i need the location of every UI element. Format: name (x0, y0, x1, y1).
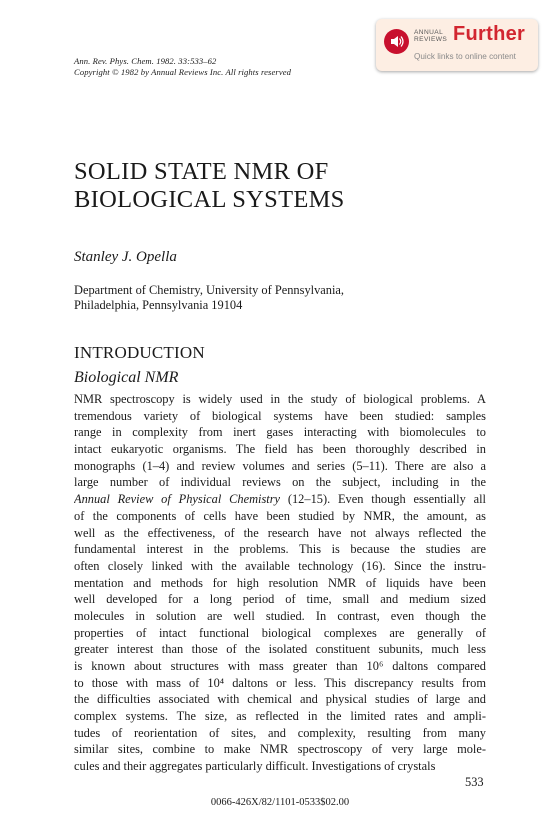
affiliation-line-2: Philadelphia, Pennsylvania 19104 (74, 298, 243, 312)
body-line: NMR spectroscopy is widely used in the study of biological problems. A (74, 392, 486, 406)
body-line: mentation and methods for high resolution NMR of liquids have been (74, 575, 486, 590)
body-line: molecules in solution are well studied. In contrast, even though the (74, 608, 486, 623)
body-line: the difficulties associated with chemical and physical studies of large and (74, 692, 486, 707)
body-line: of the components of cells have been studied by NMR, the amount, as (74, 508, 486, 523)
body-line: to those with mass of 10⁴ daltons or less. This discrepancy results from (74, 675, 486, 690)
body-line: cules and their aggregates particularly difficult. Investigations of crystals (74, 759, 436, 774)
reviews-label: REVIEWS (414, 36, 448, 44)
annual-reviews-wordmark (414, 29, 447, 43)
page-number: 533 (465, 775, 484, 789)
speaker-icon (384, 29, 409, 54)
citation-line-2: Copyright © 1982 by Annual Reviews Inc. All rights reserved (74, 66, 292, 77)
affiliation-line-1: Department of Chemistry, University of Pennsylvania, (74, 283, 345, 297)
body-line: tudes of reorientation of sites, and complexity, resulting from many (74, 725, 486, 740)
body-line: fundamental interest in the problems. This is because the studies are (74, 542, 486, 557)
journal-citation (74, 56, 291, 77)
body-line: similar sites, combine to make NMR spectroscopy of very large mole- (74, 742, 486, 757)
subsection-heading: Biological NMR (74, 369, 179, 386)
body-text (74, 391, 486, 775)
section-heading: INTRODUCTION (74, 343, 205, 362)
citation-line-1: Ann. Rev. Phys. Chem. 1982. 33:533–62 (74, 56, 217, 66)
body-line: greater interest than those of the isolated constituent subunits, much less (74, 642, 486, 657)
body-line: often closely linked with the available technology (16). Since the instru- (74, 558, 486, 573)
author-affiliation (74, 283, 344, 313)
body-line: monographs (1–4) and review volumes and series (5–11). There are also a (74, 458, 486, 473)
title-line-2: BIOLOGICAL SYSTEMS (74, 186, 345, 213)
body-line: well developed for a long period of time, small and medium sized (74, 592, 486, 607)
body-line: is known about structures with mass greater than 10⁶ daltons compared (74, 659, 486, 673)
footer-code: 0066-426X/82/1101-0533$02.00 (210, 797, 350, 808)
body-line: large number of individual reviews on the subject, including in the (74, 475, 486, 490)
article-title (74, 158, 345, 214)
body-line: tremendous variety of biological systems have been studied: samples (74, 408, 486, 423)
body-line: intact eukaryotic organisms. The field has been thoroughly described in (74, 442, 486, 457)
further-quick-links-badge[interactable] (376, 19, 538, 71)
title-line-1: SOLID STATE NMR OF (74, 158, 329, 185)
further-label: Further (453, 23, 526, 45)
body-line: well as the effectiveness, of the research have not always reflected the (74, 525, 486, 540)
body-line: properties of intact functional biological complexes are generally of (74, 625, 486, 640)
author-name: Stanley J. Opella (74, 249, 177, 265)
body-line: range in complexity from inert gases interacting with biomolecules to (74, 425, 486, 440)
body-line: complex systems. The size, as reflected in the limited rates and ampli- (74, 709, 486, 724)
body-line: Annual Review of Physical Chemistry (12–15). Even though essentially all (74, 492, 486, 507)
annual-label: ANNUAL (414, 29, 444, 36)
further-tagline: Quick links to online content (414, 52, 516, 61)
